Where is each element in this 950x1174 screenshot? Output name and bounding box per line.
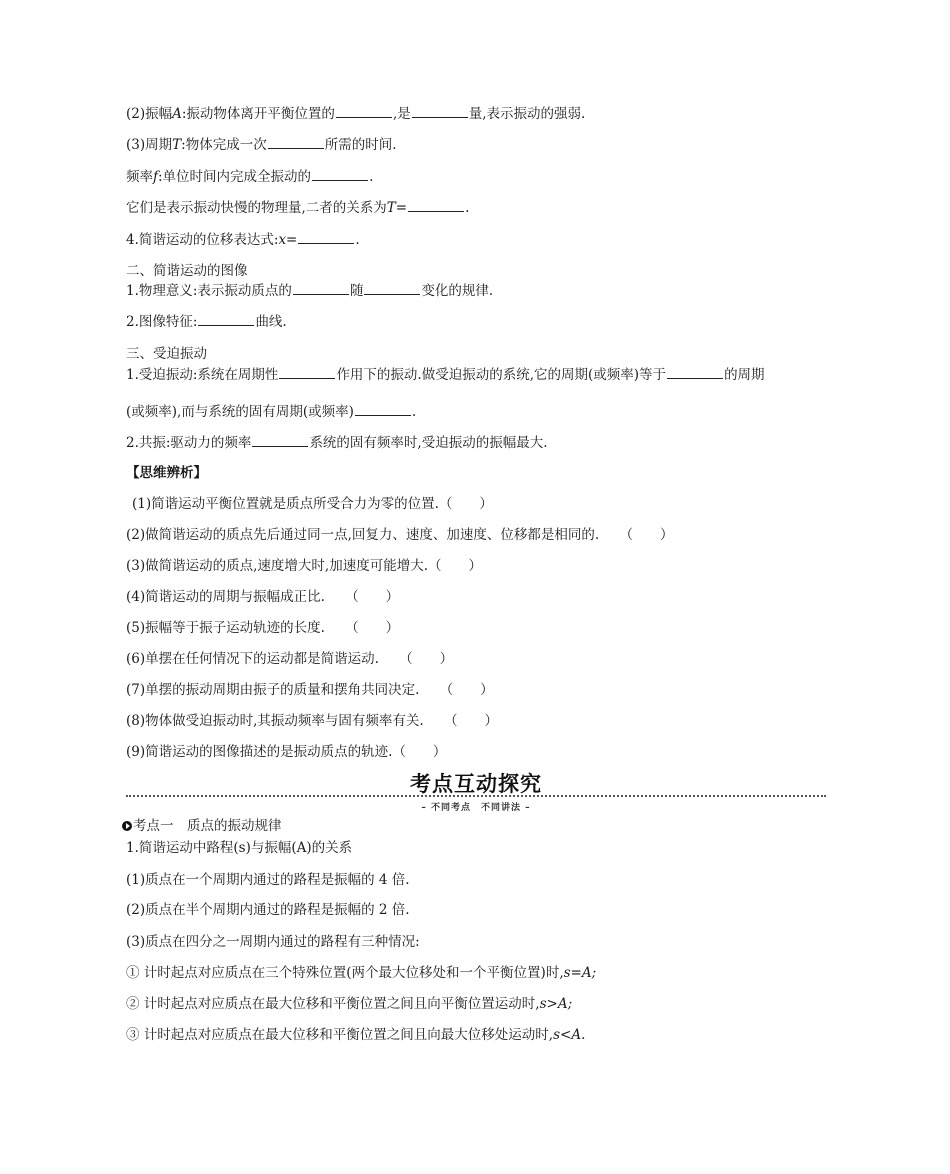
fill-blank[interactable] — [355, 403, 411, 416]
text: ① 计时起点对应质点在三个特殊位置(两个最大位移处和一个平衡位置)时, — [126, 965, 564, 981]
judgement-1: (1)简谐运动平衡位置就是质点所受合力为零的位置.（ ） — [132, 496, 493, 512]
fill-blank[interactable] — [412, 105, 468, 118]
relation-line — [126, 199, 469, 217]
text: . — [369, 169, 374, 185]
text: (2)振幅 — [126, 106, 173, 122]
fill-blank[interactable] — [252, 434, 308, 447]
text: (3)周期 — [126, 137, 173, 153]
section-heading-image: 二、简谐运动的图像 — [126, 263, 248, 279]
text: 它们是表示振动快慢的物理量,二者的关系为 — [126, 200, 387, 216]
period-line — [126, 136, 397, 154]
text: ,是 — [392, 106, 411, 122]
fill-blank[interactable] — [293, 282, 349, 295]
kaodian-heading — [122, 817, 282, 835]
symbol: x= — [278, 232, 298, 248]
kaodian-line-4: (3)质点在四分之一周期内通过的路程有三种情况: — [126, 934, 420, 950]
text: 2.共振:驱动力的频率 — [126, 435, 252, 451]
kaodian-line-1: 1.简谐运动中路程(s)与振幅(A)的关系 — [126, 840, 353, 856]
formula: s>A; — [539, 996, 573, 1012]
fill-blank[interactable] — [279, 366, 335, 379]
banner-divider — [126, 795, 826, 797]
banner-title: 考点互动探究 — [410, 772, 542, 796]
fill-blank[interactable] — [408, 199, 464, 212]
displacement-line — [126, 231, 360, 249]
judgement-4: (4)简谐运动的周期与振幅成正比. （ ） — [126, 589, 400, 605]
text: 4.简谐运动的位移表达式: — [126, 232, 279, 248]
amplitude-line — [126, 105, 585, 123]
text: :单位时间内完成全振动的 — [158, 169, 312, 185]
text: 频率 — [126, 169, 153, 185]
feature-line — [126, 313, 287, 331]
kaodian-line-7 — [126, 1026, 585, 1044]
formula: s<A. — [553, 1027, 586, 1043]
kaodian-line-6 — [126, 995, 572, 1013]
text: 系统的固有频率时,受迫振动的振幅最大. — [309, 435, 548, 451]
symbol: A — [172, 106, 182, 122]
judgement-8: (8)物体做受迫振动时,其振动频率与固有频率有关. （ ） — [126, 713, 498, 729]
fill-blank[interactable] — [364, 282, 420, 295]
thinking-heading: 【思维辨析】 — [126, 465, 207, 481]
frequency-line — [126, 168, 373, 186]
judgement-9: (9)简谐运动的图像描述的是振动质点的轨迹.（ ） — [126, 744, 447, 760]
fill-blank[interactable] — [336, 105, 392, 118]
text: 所需的时间. — [324, 137, 397, 153]
section-heading-forced: 三、受迫振动 — [126, 346, 207, 362]
symbol: T= — [386, 200, 408, 216]
fill-blank[interactable] — [298, 231, 354, 244]
play-bullet-icon — [122, 821, 132, 831]
judgement-3: (3)做简谐运动的质点,速度增大时,加速度可能增大.（ ） — [126, 558, 482, 574]
fill-blank[interactable] — [198, 313, 254, 326]
fill-blank[interactable] — [268, 136, 324, 149]
judgement-6: (6)单摆在任何情况下的运动都是简谐运动. （ ） — [126, 651, 454, 667]
text: 考点一 质点的振动规律 — [133, 818, 282, 834]
judgement-2: (2)做简谐运动的质点先后通过同一点,回复力、速度、加速度、位移都是相同的. （ ） — [126, 527, 674, 543]
text: 曲线. — [255, 314, 287, 330]
forced-line-2 — [126, 403, 416, 421]
text: 1.受迫振动:系统在周期性 — [126, 367, 279, 383]
text: . — [411, 404, 417, 420]
resonance-line — [126, 434, 548, 452]
symbol: T — [172, 137, 182, 153]
text: . — [355, 232, 360, 248]
kaodian-line-5 — [126, 964, 596, 982]
text: ③ 计时起点对应质点在最大位移和平衡位置之间且向最大位移处运动时, — [126, 1027, 554, 1043]
section-banner — [126, 764, 826, 818]
text: 的周期 — [724, 367, 765, 383]
forced-line — [126, 366, 765, 384]
text: 2.图像特征: — [126, 314, 198, 330]
judgement-7: (7)单摆的振动周期由振子的质量和摆角共同决定. （ ） — [126, 682, 494, 698]
text: 变化的规律. — [421, 283, 494, 299]
text: :振动物体离开平衡位置的 — [181, 106, 335, 122]
text: ② 计时起点对应质点在最大位移和平衡位置之间且向平衡位置运动时, — [126, 996, 540, 1012]
meaning-line — [126, 282, 493, 300]
text: 1.物理意义:表示振动质点的 — [126, 283, 292, 299]
banner-subtitle: – 不同考点 不同讲法 – — [421, 803, 531, 813]
text: :物体完成一次 — [181, 137, 267, 153]
kaodian-line-2: (1)质点在一个周期内通过的路程是振幅的 4 倍. — [126, 872, 410, 888]
symbol: f — [153, 169, 158, 185]
kaodian-line-3: (2)质点在半个周期内通过的路程是振幅的 2 倍. — [126, 902, 410, 918]
text: . — [465, 200, 470, 216]
text: (或频率),而与系统的固有周期(或频率) — [126, 404, 354, 420]
text: 量,表示振动的强弱. — [468, 106, 586, 122]
judgement-5: (5)振幅等于振子运动轨迹的长度. （ ） — [126, 620, 400, 636]
fill-blank[interactable] — [312, 168, 368, 181]
formula: s=A; — [563, 965, 597, 981]
text: 作用下的振动.做受迫振动的系统,它的周期(或频率)等于 — [336, 367, 667, 383]
text: 随 — [349, 283, 364, 299]
fill-blank[interactable] — [667, 366, 723, 379]
